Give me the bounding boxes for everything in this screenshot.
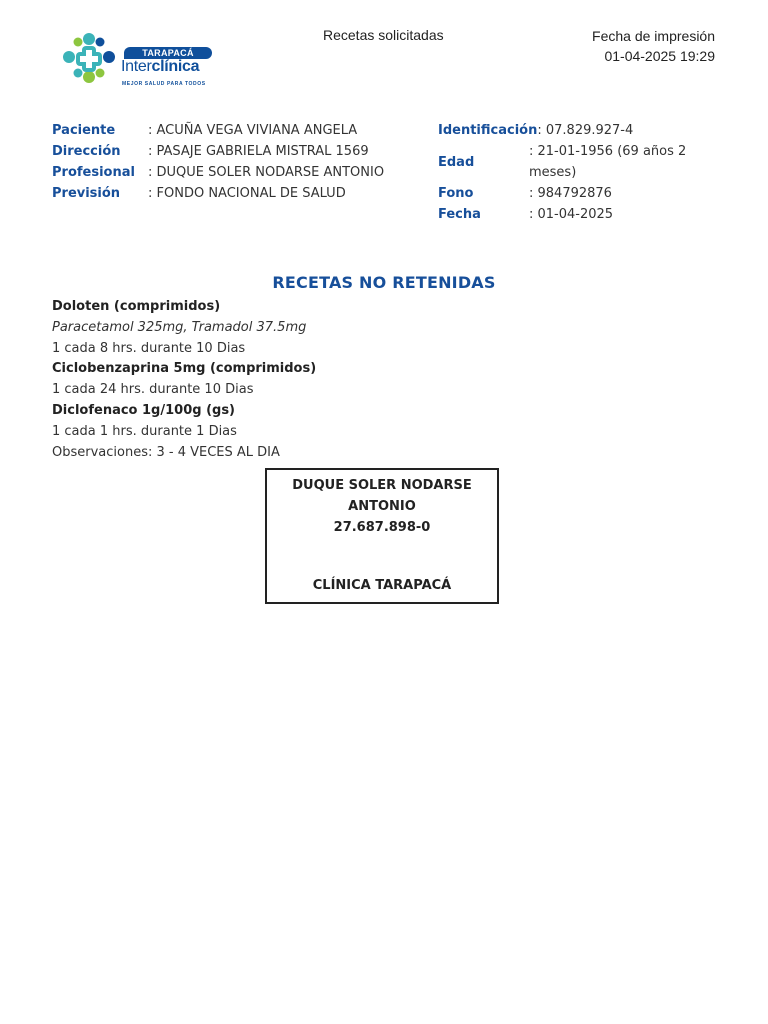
drug-dose: 1 cada 1 hrs. durante 1 Dias <box>52 423 237 439</box>
patient-label: Paciente <box>52 123 116 138</box>
phone-row <box>438 183 689 204</box>
signature-box <box>265 468 499 604</box>
drug-name: Doloten (comprimidos) <box>52 299 221 314</box>
age-row <box>438 141 689 183</box>
observations: Observaciones: 3 - 4 VECES AL DIA <box>52 444 280 460</box>
insurance-row <box>52 183 384 204</box>
print-date-label: Fecha de impresión <box>592 28 715 44</box>
date-row <box>438 204 689 225</box>
doctor-name-line1: DUQUE SOLER NODARSE <box>292 478 472 493</box>
id-value: : 07.829.927-4 <box>537 123 634 138</box>
insurance-label: Previsión <box>52 186 121 201</box>
age-value: : 21-01-1956 (69 años 2 meses) <box>529 144 687 180</box>
clinic-name: CLÍNICA TARAPACÁ <box>312 578 452 593</box>
section-title: RECETAS NO RETENIDAS <box>272 273 496 292</box>
patient-info-right <box>438 120 689 225</box>
age-label: Edad <box>438 154 475 170</box>
patient-value: : ACUÑA VEGA VIVIANA ANGELA <box>148 123 358 138</box>
professional-row <box>52 162 384 183</box>
drug-ingredients: Paracetamol 325mg, Tramadol 37.5mg <box>52 319 307 335</box>
address-value: : PASAJE GABRIELA MISTRAL 1569 <box>148 144 369 159</box>
clinic-logo <box>60 34 220 92</box>
print-date-value: 01-04-2025 19:29 <box>604 48 715 64</box>
logo-region-label: TARAPACÁ <box>124 47 212 59</box>
document-title: Recetas solicitadas <box>323 27 444 43</box>
logo-tagline: MEJOR SALUD PARA TODOS <box>122 81 206 87</box>
patient-row <box>52 120 384 141</box>
phone-value: : 984792876 <box>529 186 612 201</box>
logo-wordmark: Interclínica <box>121 58 200 75</box>
insurance-value: : FONDO NACIONAL DE SALUD <box>148 186 346 201</box>
date-label: Fecha <box>438 207 481 222</box>
professional-value: : DUQUE SOLER NODARSE ANTONIO <box>148 165 385 180</box>
professional-label: Profesional <box>52 165 135 180</box>
patient-info-left <box>52 120 384 204</box>
phone-label: Fono <box>438 186 474 201</box>
drug-dose: 1 cada 24 hrs. durante 10 Dias <box>52 382 254 398</box>
id-label: Identificación <box>438 123 538 138</box>
drug-name: Diclofenaco 1g/100g (gs) <box>52 402 235 418</box>
id-row <box>438 120 689 141</box>
cross-logo-icon <box>60 31 118 89</box>
drug-name: Ciclobenzaprina 5mg (comprimidos) <box>52 361 317 377</box>
address-label: Dirección <box>52 144 121 159</box>
drug-dose: 1 cada 8 hrs. durante 10 Dias <box>52 340 246 356</box>
date-value: : 01-04-2025 <box>529 207 614 222</box>
doctor-name-line2: ANTONIO <box>348 499 416 514</box>
address-row <box>52 141 384 162</box>
print-date <box>592 26 715 66</box>
doctor-rut: 27.687.898-0 <box>333 520 431 535</box>
prescription-list <box>52 297 316 463</box>
